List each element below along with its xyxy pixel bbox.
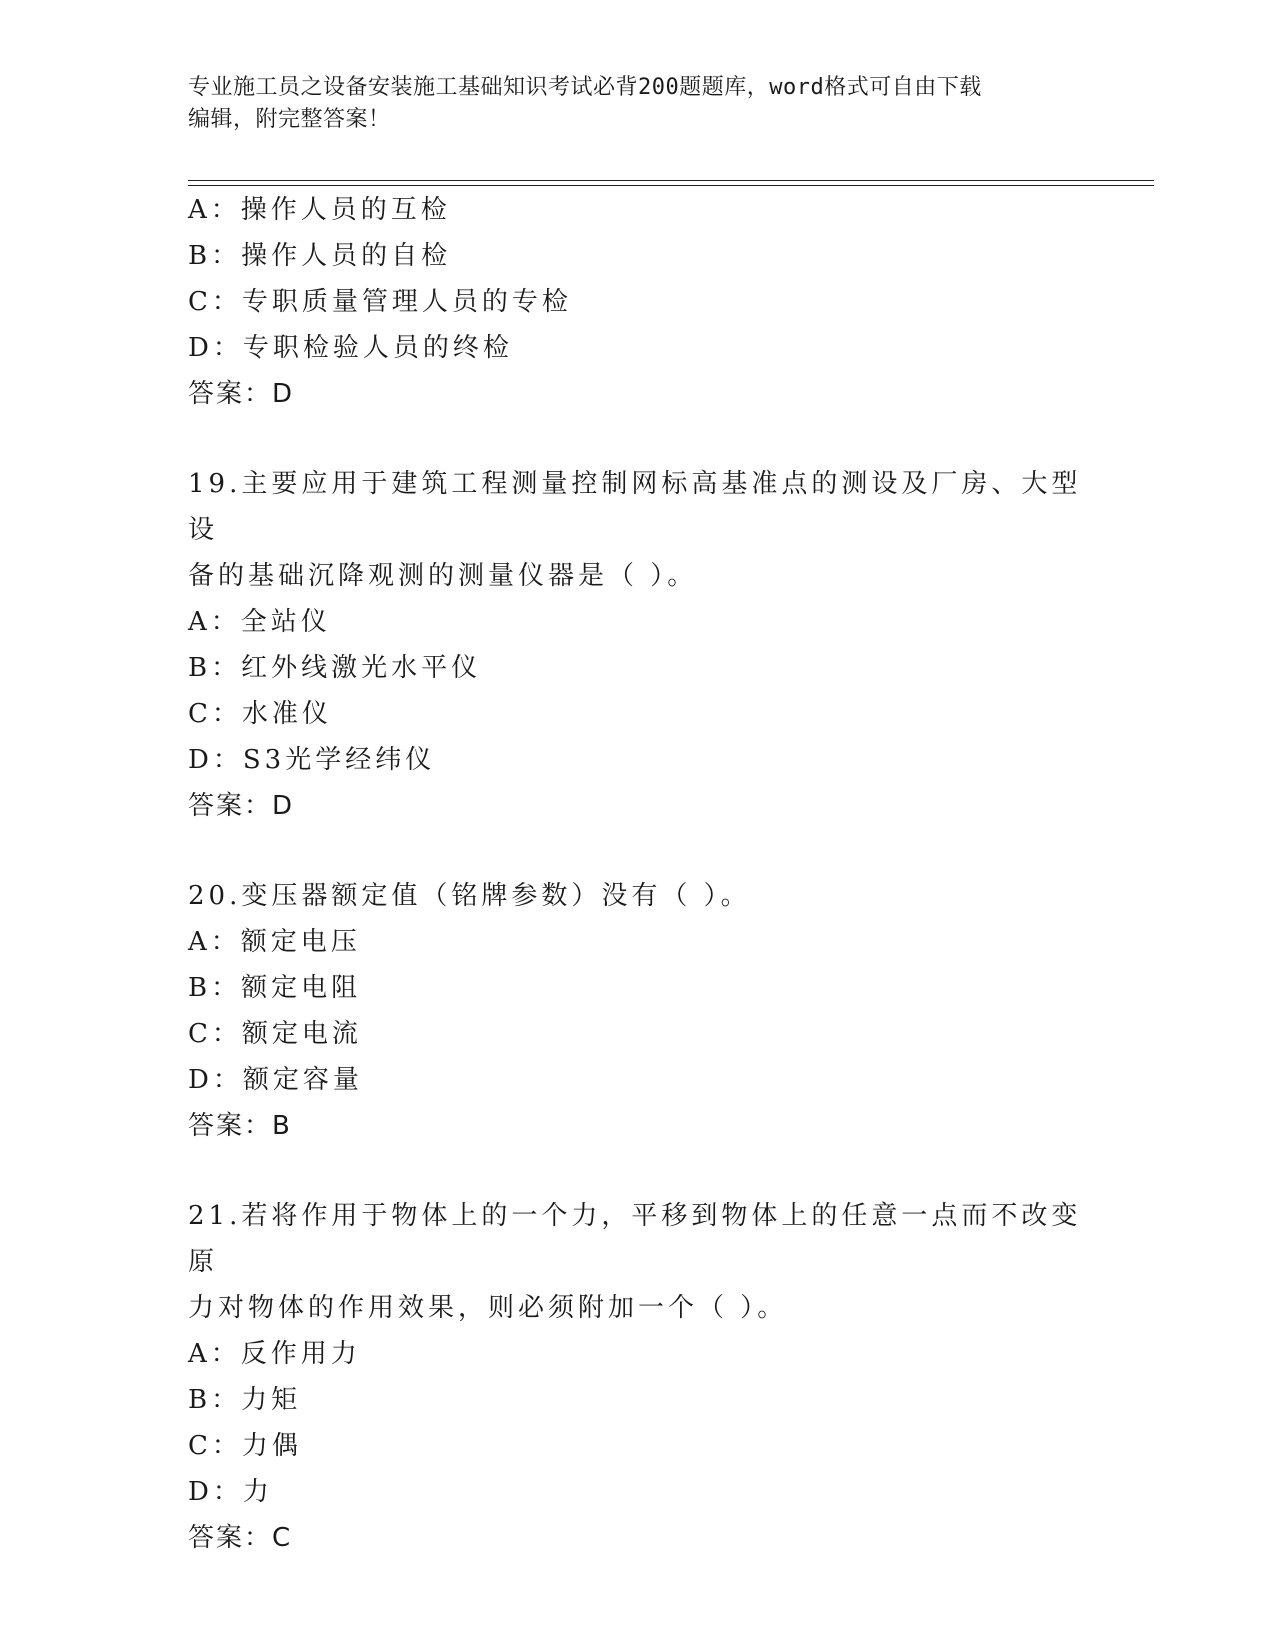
answer-line: 答案：C: [188, 1523, 293, 1553]
question-text-line-1: 19.主要应用于建筑工程测量控制网标高基准点的测设及厂房、大型设: [188, 469, 1082, 545]
option-a: A：额定电压: [188, 927, 361, 957]
option-d: D：力: [188, 1477, 273, 1507]
answer-line: 答案：D: [188, 379, 295, 409]
option-c: C：专职质量管理人员的专检: [188, 287, 572, 317]
header-rule-top: [188, 180, 1154, 181]
question-text-line-1: 21.若将作用于物体上的一个力，平移到物体上的任意一点而不改变原: [188, 1201, 1082, 1277]
document-title: [188, 72, 1088, 136]
header-rule-bottom: [188, 185, 1154, 186]
option-c: C：额定电流: [188, 1019, 362, 1049]
question-block-20: [188, 873, 1088, 1149]
option-d: D：S3光学经纬仪: [188, 745, 436, 775]
question-text: [188, 461, 1088, 599]
question-block-18: [188, 187, 1088, 417]
option-b: B：操作人员的自检: [188, 241, 452, 271]
title-line-1: 专业施工员之设备安装施工基础知识考试必背200题题库，word格式可自由下载: [188, 75, 982, 100]
question-list: [188, 187, 1088, 1561]
option-c: C：水准仪: [188, 699, 332, 729]
question-text: [188, 1193, 1088, 1331]
question-text: 20.变压器额定值（铭牌参数）没有（ ）。: [188, 881, 751, 911]
title-line-2: 编辑，附完整答案！: [188, 107, 391, 132]
option-a: A：操作人员的互检: [188, 195, 451, 225]
option-c: C：力偶: [188, 1431, 302, 1461]
question-text-line-2: 力对物体的作用效果，则必须附加一个（ ）。: [188, 1293, 788, 1323]
answer-line: 答案：D: [188, 791, 295, 821]
question-block-21: [188, 1193, 1088, 1561]
option-d: D：额定容量: [188, 1065, 363, 1095]
option-a: A：反作用力: [188, 1339, 361, 1369]
option-b: B：力矩: [188, 1385, 302, 1415]
option-d: D：专职检验人员的终检: [188, 333, 513, 363]
option-a: A：全站仪: [188, 607, 331, 637]
option-b: B：额定电阻: [188, 973, 362, 1003]
question-block-19: [188, 461, 1088, 829]
option-b: B：红外线激光水平仪: [188, 653, 482, 683]
answer-line: 答案：B: [188, 1111, 292, 1141]
question-text-line-2: 备的基础沉降观测的测量仪器是（ ）。: [188, 561, 698, 591]
